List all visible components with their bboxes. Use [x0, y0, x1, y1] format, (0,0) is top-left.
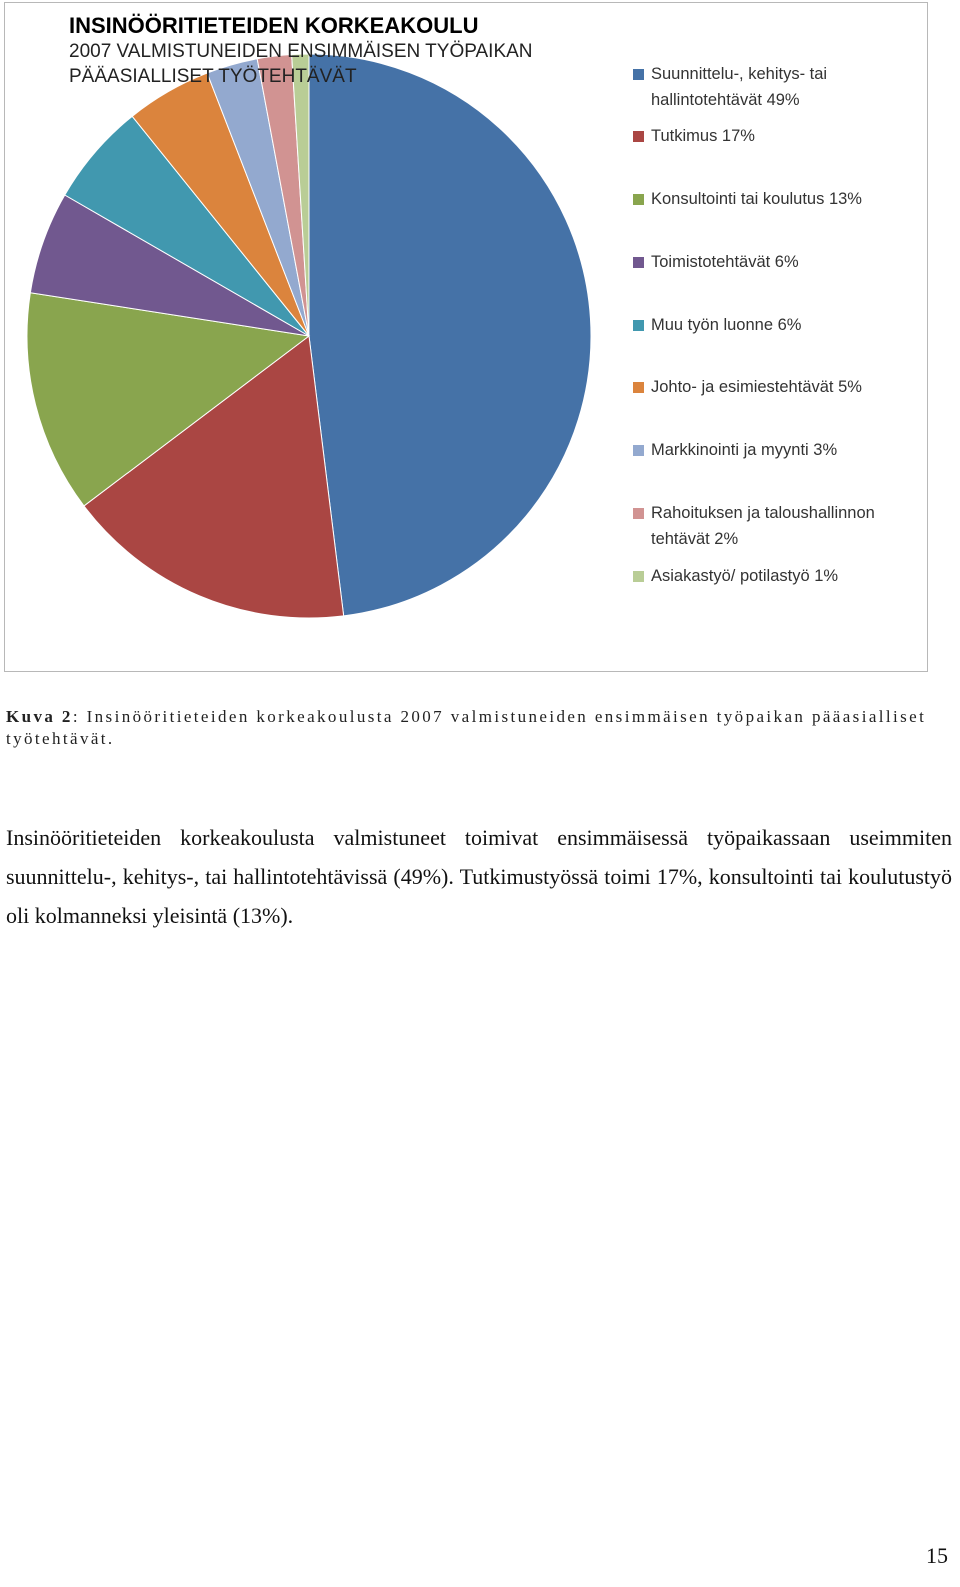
legend-swatch — [633, 445, 644, 456]
legend-label-line: Konsultointi tai koulutus 13% — [651, 190, 862, 208]
chart-frame — [4, 2, 928, 672]
chart-subtitle-line-1: 2007 VALMISTUNEIDEN ENSIMMÄISEN TYÖPAIKAN — [69, 41, 533, 62]
caption-text: : Insinööritieteiden korkeakoulusta 2007 valmistuneiden ensimmäisen työpaikan pääasialliset työtehtävät. — [6, 707, 927, 748]
legend-swatch — [633, 571, 644, 582]
legend-label-line: Toimistotehtävät 6% — [651, 253, 799, 271]
legend-item-9 — [633, 563, 923, 589]
figure-caption — [6, 706, 956, 750]
legend-swatch — [633, 508, 644, 519]
legend-label-line: hallintotehtävät 49% — [651, 91, 800, 109]
legend-item-4 — [633, 249, 923, 275]
legend-item-3 — [633, 186, 923, 212]
legend-label-line: Tutkimus 17% — [651, 127, 755, 145]
legend-item-1 — [633, 61, 923, 113]
legend-label-line: Markkinointi ja myynti 3% — [651, 441, 838, 459]
legend-item-7 — [633, 437, 923, 463]
legend-swatch — [633, 131, 644, 142]
chart-subtitle-line-2: PÄÄASIALLISET TYÖTEHTÄVÄT — [69, 66, 357, 87]
legend-label-line: tehtävät 2% — [651, 530, 739, 548]
legend-label-line: Muu työn luonne 6% — [651, 316, 802, 334]
chart-title: INSINÖÖRITIETEIDEN KORKEAKOULU — [69, 13, 479, 38]
legend-label-line: Suunnittelu-, kehitys- tai — [651, 65, 828, 83]
legend-item-6 — [633, 374, 923, 400]
legend-item-8 — [633, 500, 923, 552]
legend-item-2 — [633, 123, 923, 149]
chart-title-block — [69, 13, 589, 89]
legend-item-5 — [633, 312, 923, 338]
legend-swatch — [633, 257, 644, 268]
body-paragraph: Insinööritieteiden korkeakoulusta valmistuneet toimivat ensimmäisessä työpaikassaan useimmiten suunnittelu-, kehitys-, tai hallintotehtävissä (49%). Tutkimustyössä toimi 17%, konsultointi tai koulutustyö oli kolmanneksi yleisintä (13%). — [6, 825, 952, 928]
caption-label: Kuva 2 — [6, 707, 73, 726]
legend-label-line: Johto- ja esimiestehtävät 5% — [651, 378, 862, 396]
legend-swatch — [633, 320, 644, 331]
page-number: 15 — [926, 1543, 948, 1568]
legend-label-line: Rahoituksen ja taloushallinnon — [651, 504, 875, 522]
legend-label-line: Asiakastyö/ potilastyö 1% — [651, 567, 839, 585]
legend-swatch — [633, 194, 644, 205]
legend-swatch — [633, 382, 644, 393]
pie-slice-1 — [309, 54, 591, 616]
legend-swatch — [633, 69, 644, 80]
